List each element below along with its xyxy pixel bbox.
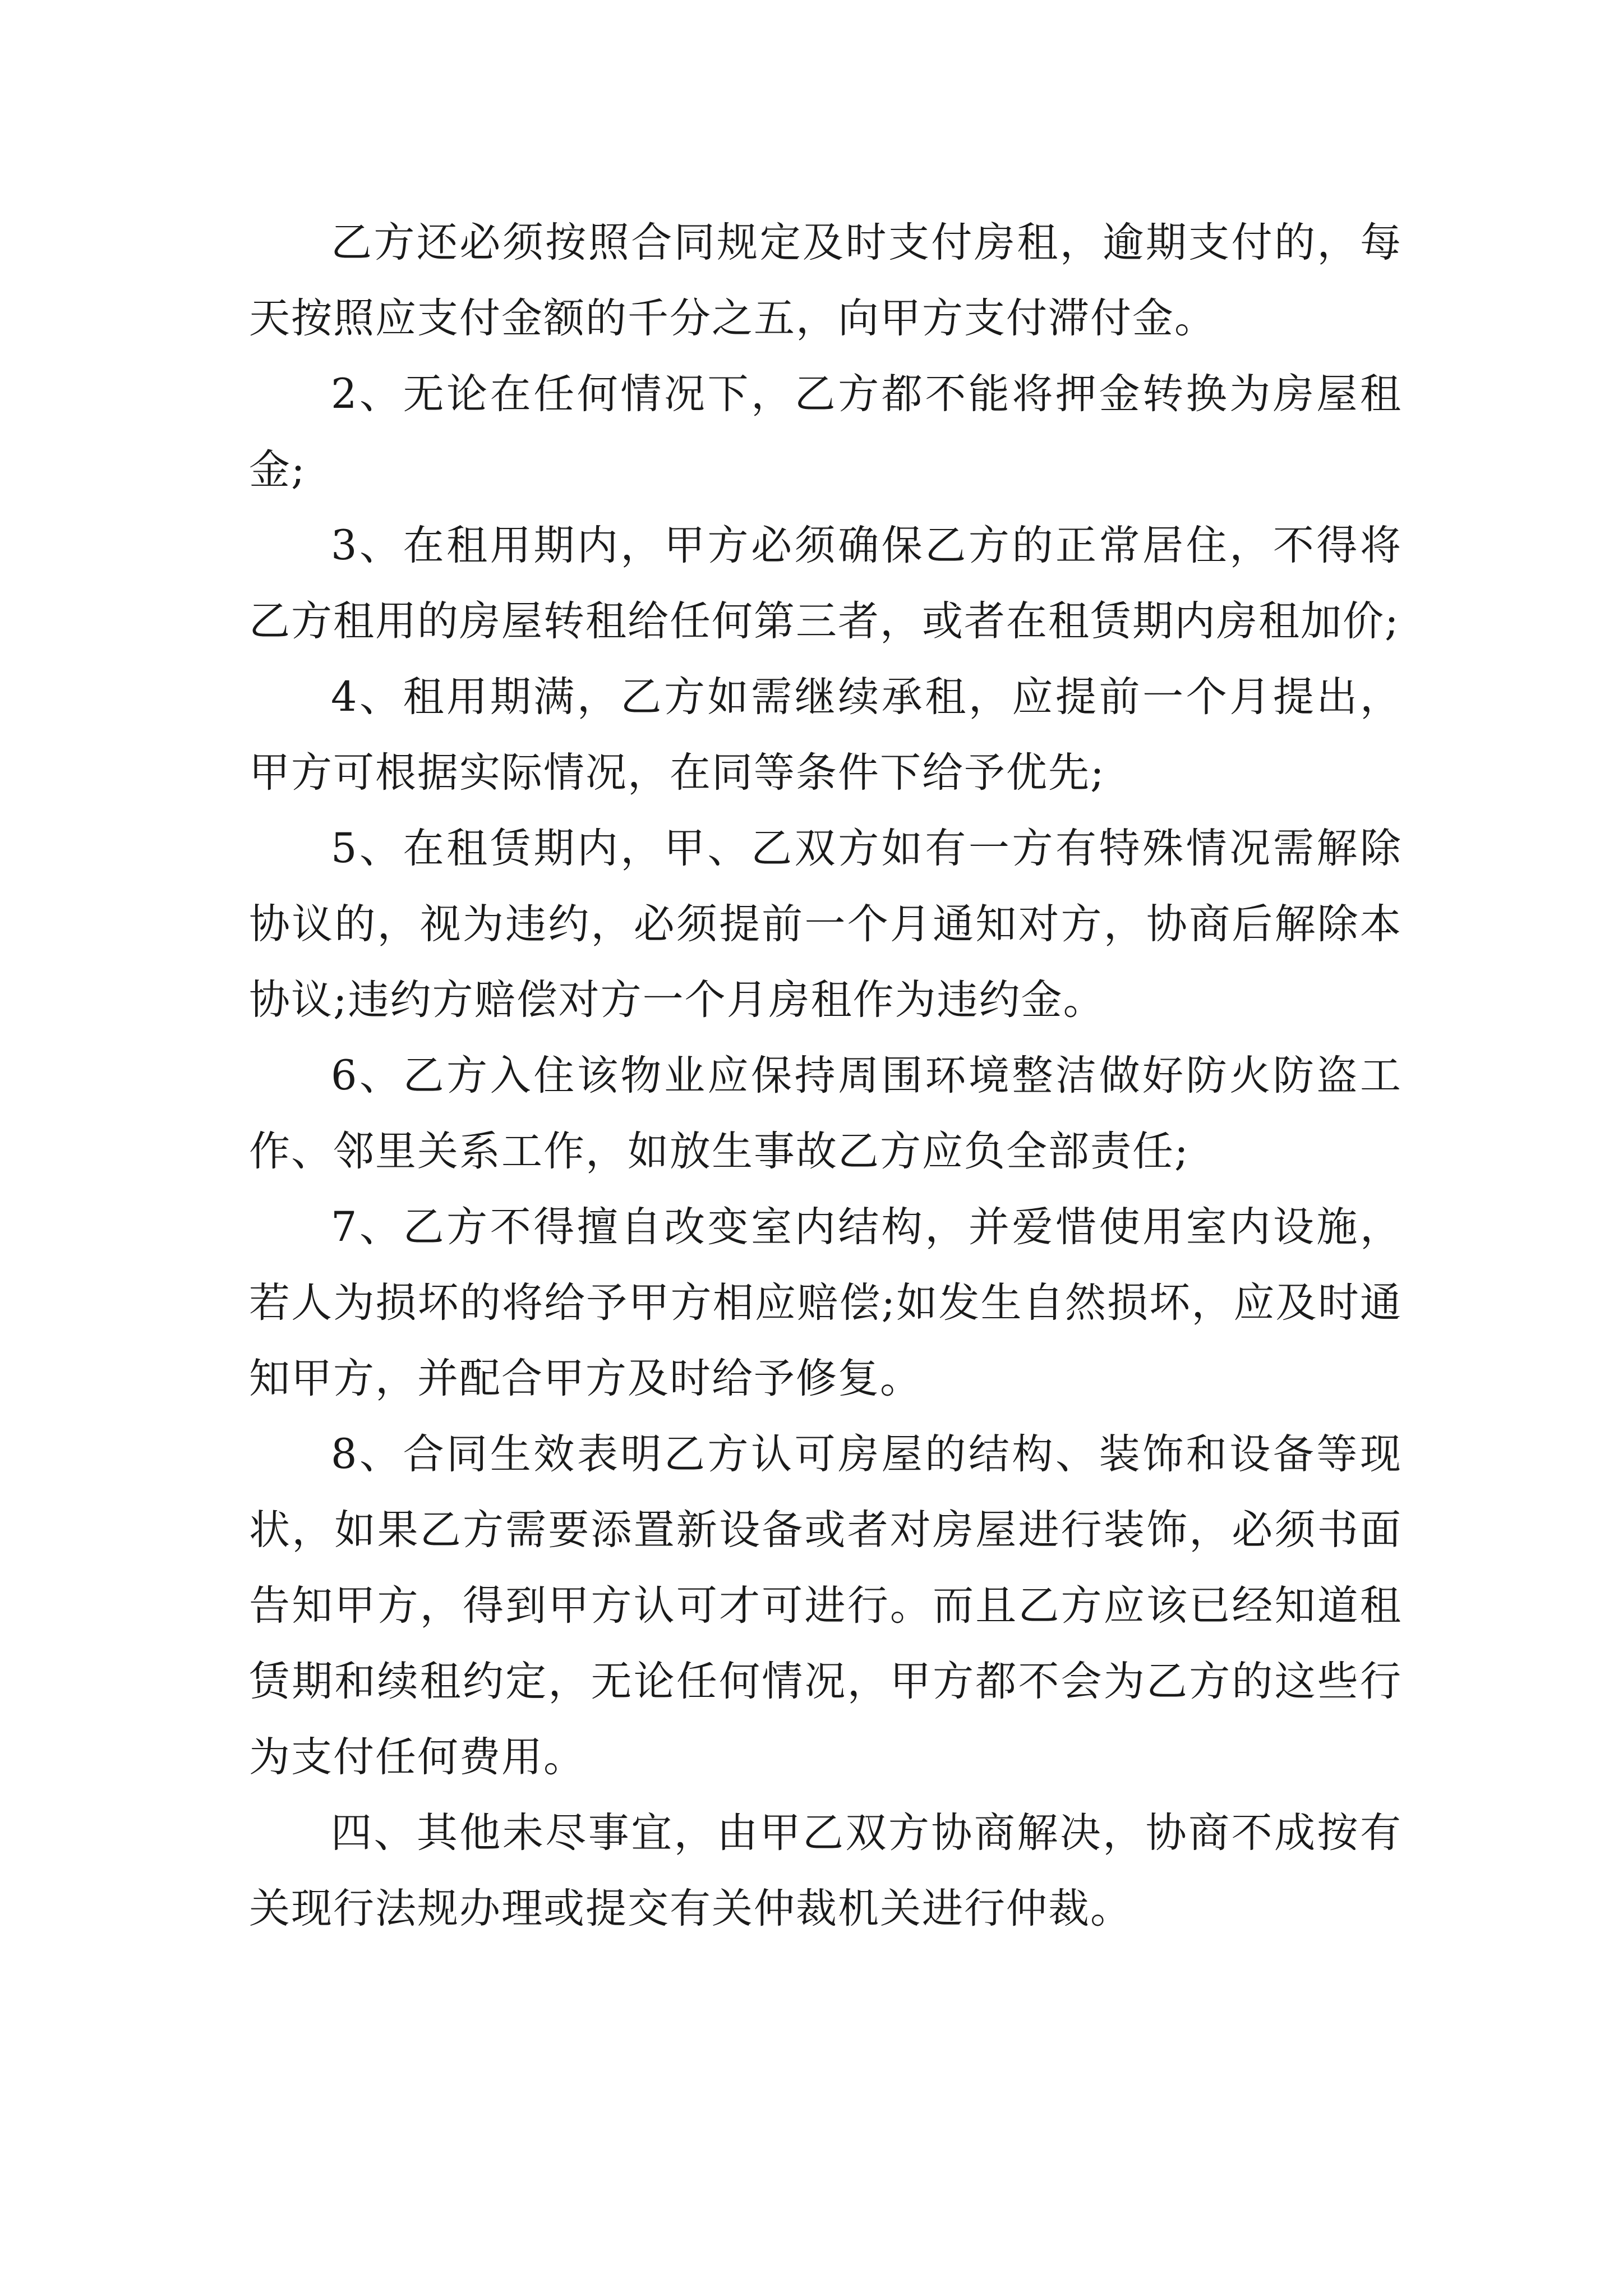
paragraph-clause-8: 8、合同生效表明乙方认可房屋的结构、装饰和设备等现状，如果乙方需要添置新设备或者对房屋进行装饰，必须书面告知甲方，得到甲方认可才可进行。而且乙方应该已经知道租赁期和续租约定，无论任何情况，甲方都不会为乙方的这些行为支付任何费用。 — [249, 1430, 1402, 1781]
document-body — [249, 205, 1402, 1947]
paragraph-late-payment: 乙方还必须按照合同规定及时支付房租，逾期支付的，每天按照应支付金额的千分之五，向甲方支付滞付金。 — [249, 219, 1402, 342]
paragraph-clause-2: 2、无论在任何情况下，乙方都不能将押金转换为房屋租金; — [249, 370, 1402, 494]
paragraph-clause-3: 3、在租用期内，甲方必须确保乙方的正常居住，不得将乙方租用的房屋转租给任何第三者，或者在租赁期内房租加价; — [249, 522, 1402, 645]
paragraph-clause-7: 7、乙方不得擅自改变室内结构，并爱惜使用室内设施，若人为损坏的将给予甲方相应赔偿;如发生自然损坏，应及时通知甲方，并配合甲方及时给予修复。 — [249, 1203, 1402, 1402]
paragraph-clause-5: 5、在租赁期内，甲、乙双方如有一方有特殊情况需解除协议的，视为违约，必须提前一个月通知对方，协商后解除本协议;违约方赔偿对方一个月房租作为违约金。 — [249, 825, 1402, 1024]
paragraph-clause-6: 6、乙方入住该物业应保持周围环境整洁做好防火防盗工作、邻里关系工作，如放生事故乙方应负全部责任; — [249, 1052, 1402, 1175]
paragraph-clause-4: 4、租用期满，乙方如需继续承租，应提前一个月提出，甲方可根据实际情况，在同等条件下给予优先; — [249, 673, 1402, 797]
paragraph-section-4: 四、其他未尽事宜，由甲乙双方协商解决，协商不成按有关现行法规办理或提交有关仲裁机关进行仲裁。 — [249, 1809, 1402, 1932]
